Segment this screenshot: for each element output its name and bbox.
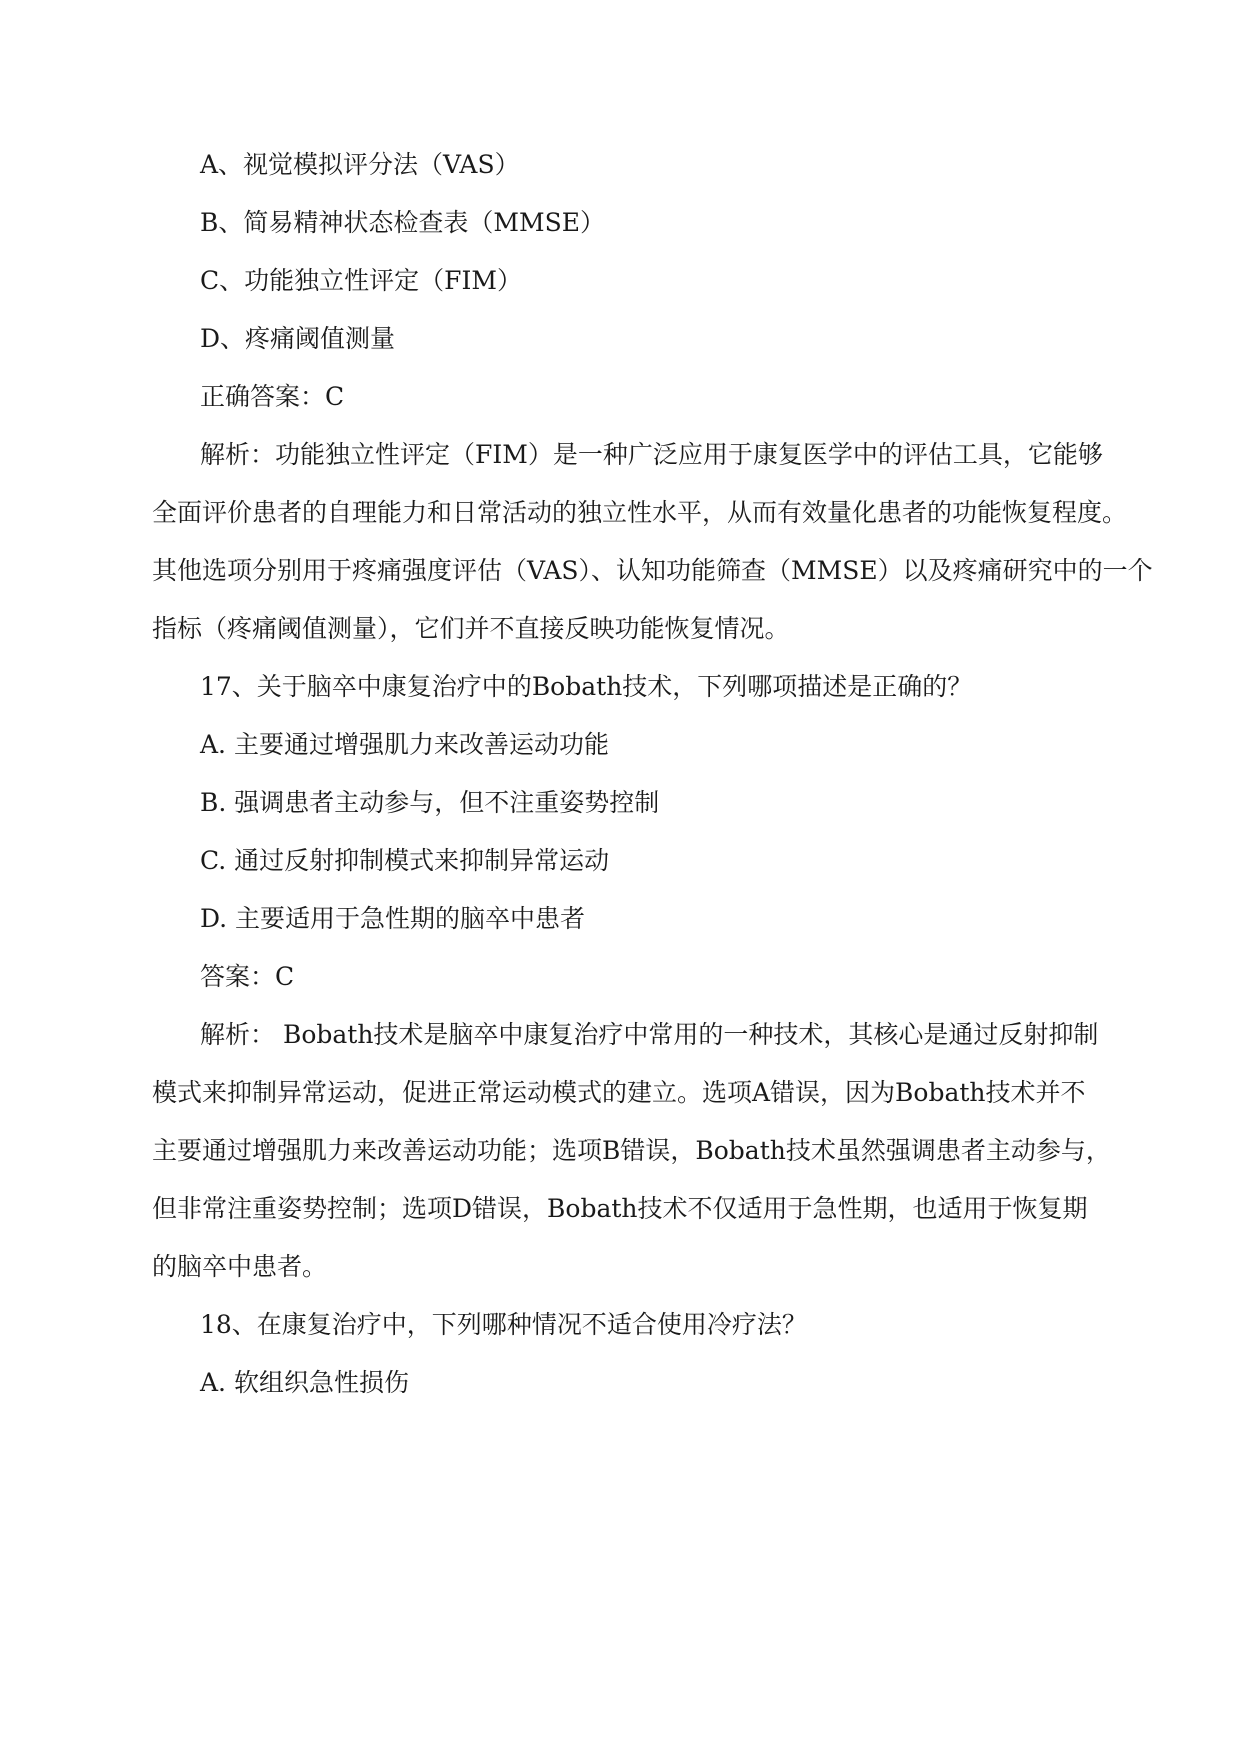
q16-answer: 正确答案：C (200, 382, 345, 411)
q17-explanation-line: 但非常注重姿势控制；选项D错误，Bobath技术不仅适用于急性期，也适用于恢复期 (152, 1194, 1088, 1223)
q16-explanation-line: 指标（疼痛阈值测量），它们并不直接反映功能恢复情况。 (152, 614, 790, 643)
q17-explanation-line: 的脑卒中患者。 (152, 1252, 328, 1281)
q16-option-a: A、视觉模拟评分法（VAS） (200, 150, 520, 179)
q16-explanation-line: 其他选项分别用于疼痛强度评估（VAS）、认知功能筛查（MMSE）以及疼痛研究中的一个 (152, 556, 1153, 585)
q16-explanation-line: 全面评价患者的自理能力和日常活动的独立性水平，从而有效量化患者的功能恢复程度。 (152, 498, 1128, 527)
q17-option-d: D. 主要适用于急性期的脑卒中患者 (200, 904, 586, 933)
q16-option-d: D、疼痛阈值测量 (200, 324, 396, 353)
q16-explanation-line: 解析：功能独立性评定（FIM）是一种广泛应用于康复医学中的评估工具，它能够 (200, 440, 1103, 469)
q17-question: 17、关于脑卒中康复治疗中的Bobath技术，下列哪项描述是正确的？ (200, 672, 973, 701)
q17-option-c: C. 通过反射抑制模式来抑制异常运动 (200, 846, 610, 875)
q18-option-a: A. 软组织急性损伤 (200, 1368, 409, 1397)
q17-option-a: A. 主要通过增强肌力来改善运动功能 (200, 730, 609, 759)
q16-option-c: C、功能独立性评定（FIM） (200, 266, 522, 295)
q17-explanation-line: 主要通过增强肌力来改善运动功能；选项B错误，Bobath技术虽然强调患者主动参与， (152, 1136, 1111, 1165)
q17-answer: 答案：C (200, 962, 295, 991)
q17-explanation-line: 解析： Bobath技术是脑卒中康复治疗中常用的一种技术，其核心是通过反射抑制 (200, 1020, 1099, 1049)
q18-question: 18、在康复治疗中，下列哪种情况不适合使用冷疗法？ (200, 1310, 807, 1339)
q17-option-b: B. 强调患者主动参与，但不注重姿势控制 (200, 788, 660, 817)
q17-explanation-line: 模式来抑制异常运动，促进正常运动模式的建立。选项A错误，因为Bobath技术并不 (152, 1078, 1086, 1107)
q16-option-b: B、简易精神状态检查表（MMSE） (200, 208, 605, 237)
